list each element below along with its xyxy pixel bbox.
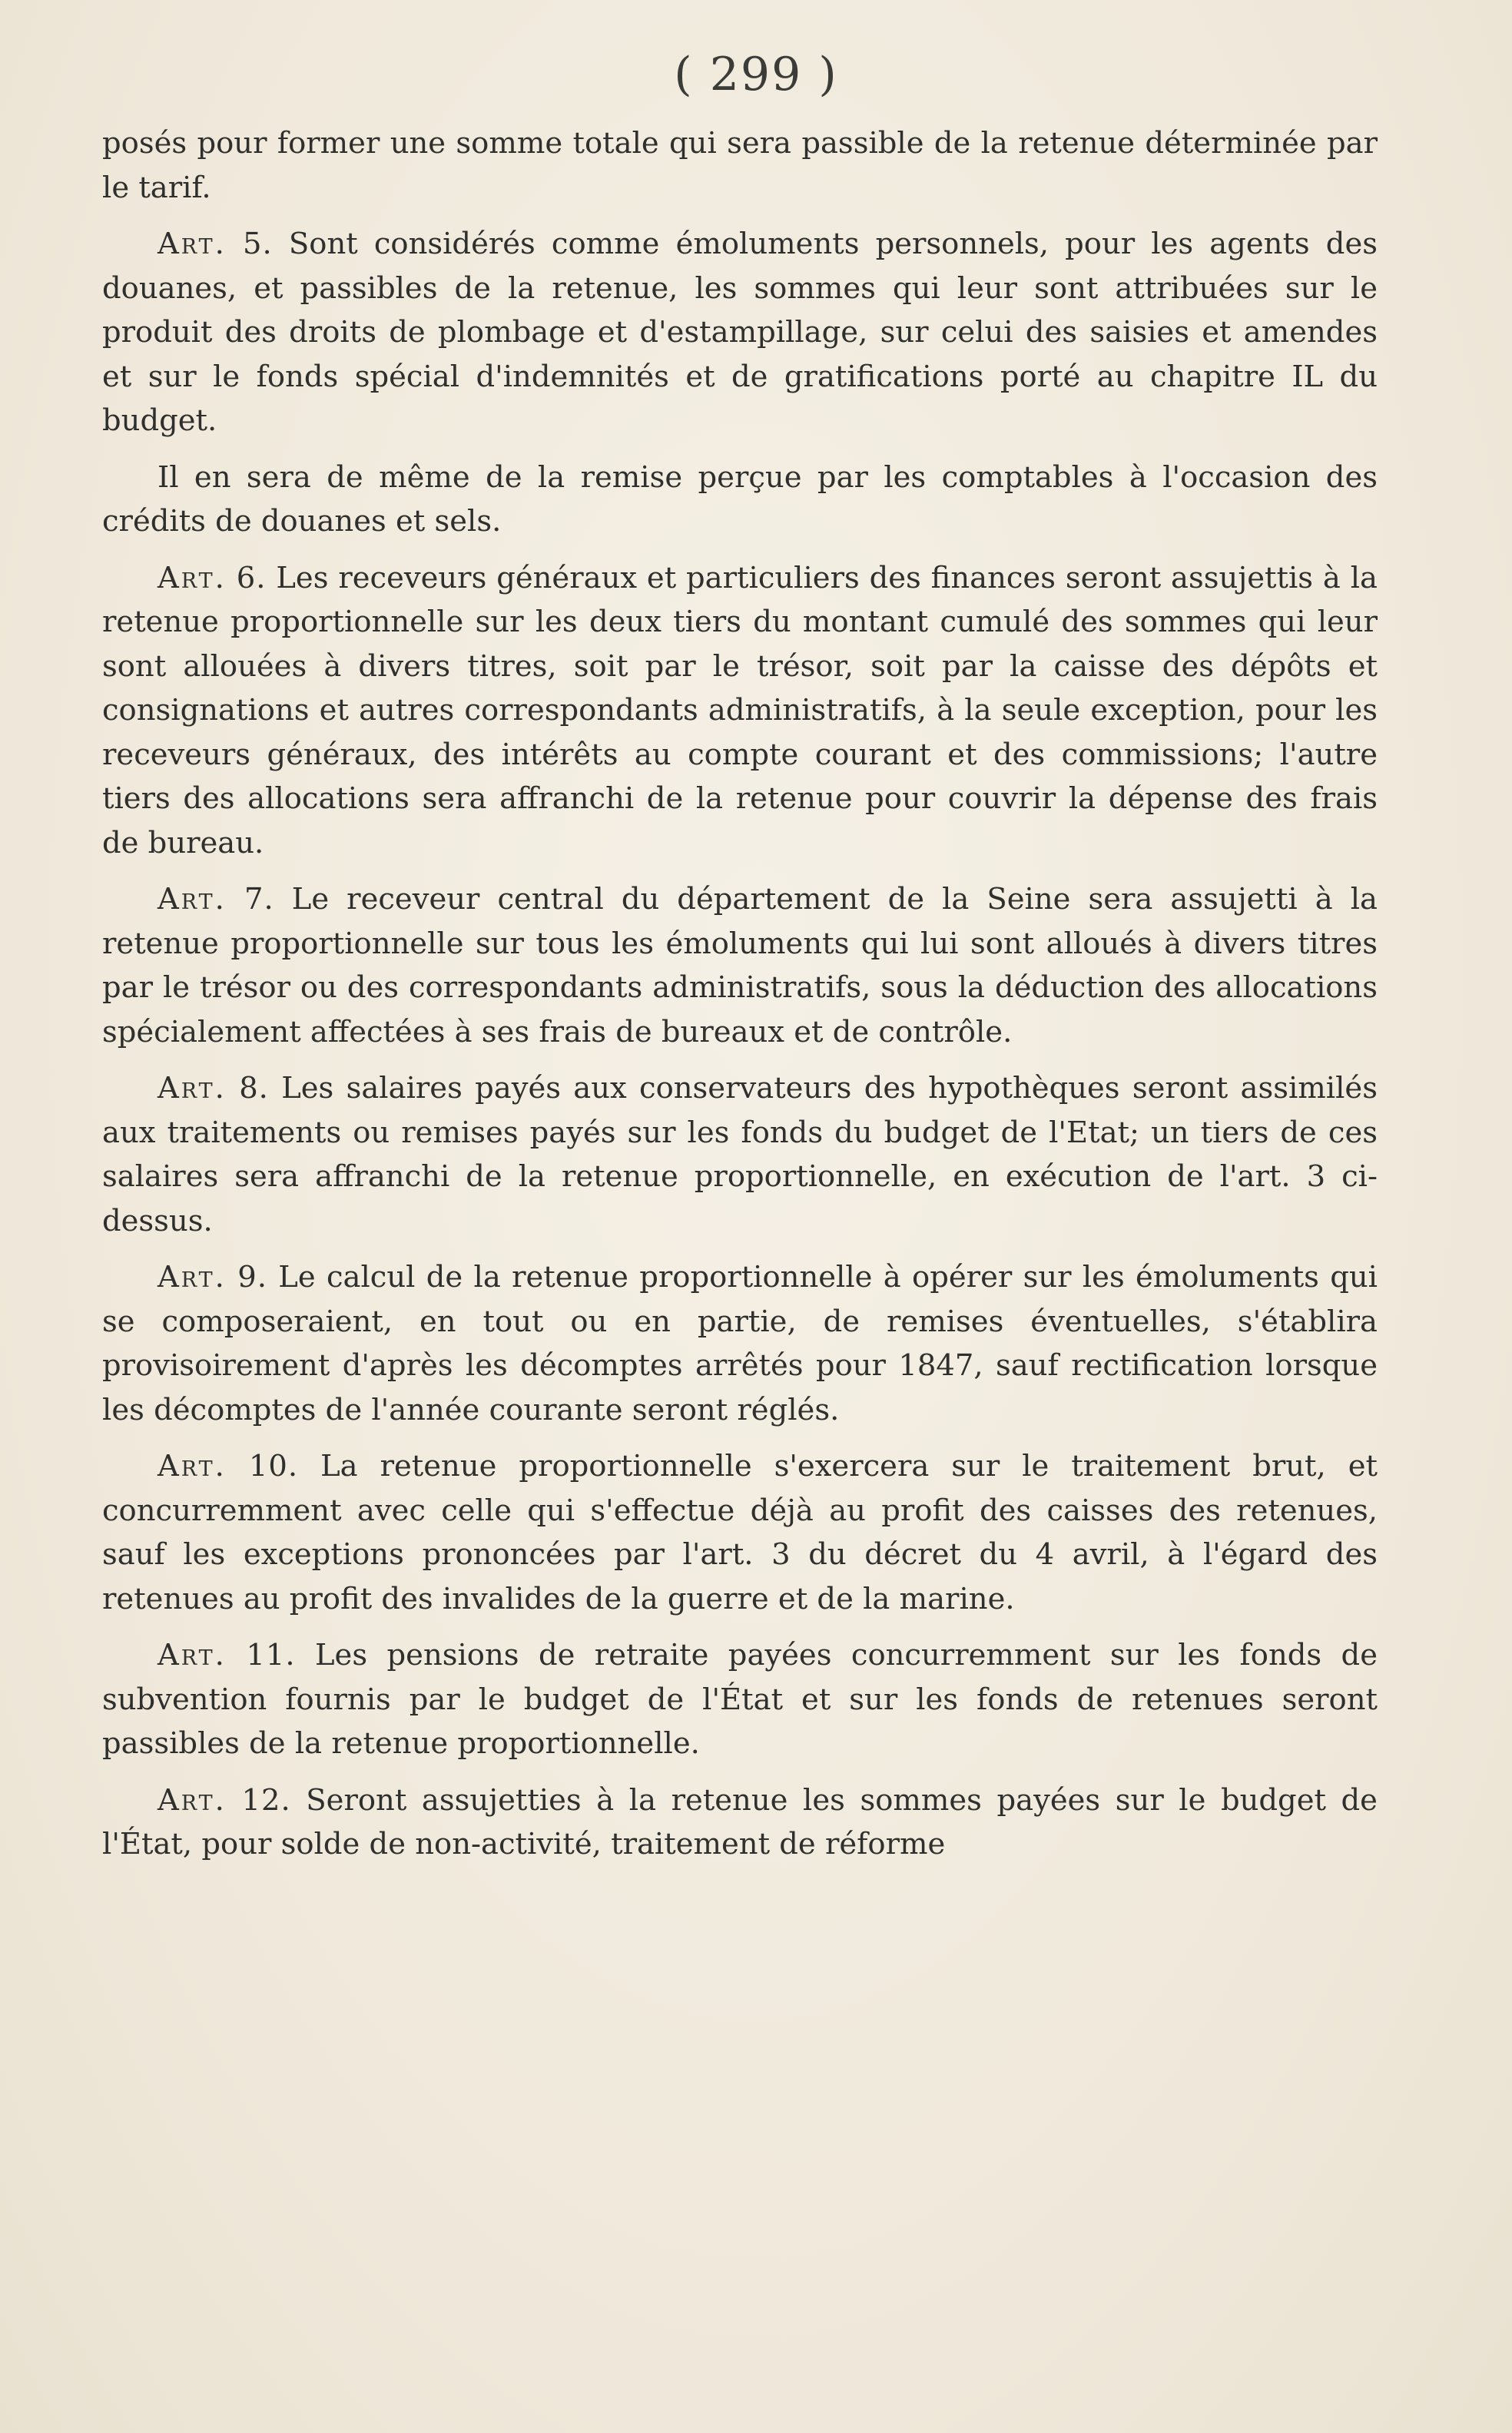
- article-text: Le calcul de la retenue proportionnelle à opérer sur les émoluments qui se composeraient, en tout ou en partie, de remises éventuelles, s'établira provisoirement d'après les décomptes arrêtés pour 1847, sauf rectification lorsque les décomptes de l'année courante seront réglés.: [102, 1260, 1378, 1427]
- article-number: 6.: [236, 560, 267, 595]
- article-label: Art.: [158, 560, 227, 595]
- paragraph-text: Il en sera de même de la remise perçue par les comptables à l'occasion des crédits de douanes et sels.: [102, 459, 1378, 539]
- article-text: Les salaires payés aux conservateurs des hypothèques seront assimilés aux traitements ou remises payés sur les fonds du budget de l'Etat; un tiers de ces salaires sera affranchi de la retenue proportionnelle, en exécution de l'art. 3 ci-dessus.: [102, 1071, 1378, 1238]
- page-body: [102, 121, 1378, 1879]
- article-11: [102, 1633, 1378, 1766]
- article-8: [102, 1066, 1378, 1243]
- article-label: Art.: [158, 1449, 227, 1483]
- paragraph-text: posés pour former une somme totale qui sera passible de la retenue déterminée par le tarif.: [102, 126, 1378, 205]
- article-text: Les pensions de retraite payées concurremment sur les fonds de subvention fournis par le budget de l'État et sur les fonds de retenues seront passibles de la retenue proportionnelle.: [102, 1638, 1378, 1761]
- article-number: 7.: [244, 882, 274, 917]
- article-text: Sont considérés comme émoluments personnels, pour les agents des douanes, et passibles de la retenue, les sommes qui leur sont attribuées sur le produit des droits de plombage et d'estampillage, sur celui des saisies et amendes et sur le fonds spécial d'indemnités et de gratifications porté au chapitre IL du budget.: [102, 227, 1378, 438]
- article-number: 10.: [248, 1449, 299, 1483]
- article-text: Seront assujetties à la retenue les sommes payées sur le budget de l'État, pour solde de non-activité, traitement de réforme: [102, 1782, 1378, 1861]
- page-number: ( 299 ): [674, 48, 838, 101]
- article-number: 12.: [241, 1782, 291, 1818]
- article-10: [102, 1444, 1378, 1621]
- article-7: [102, 877, 1378, 1054]
- article-label: Art.: [158, 1638, 227, 1672]
- article-text: Le receveur central du département de la Seine sera assujetti à la retenue proportionnelle sur tous les émoluments qui lui sont alloués à divers titres par le trésor ou des correspondants administratifs, sous la déduction des allocations spécialement affectées à ses frais de bureaux et de contrôle.: [102, 882, 1378, 1049]
- article-label: Art.: [158, 1260, 227, 1294]
- paragraph-remise: [102, 456, 1378, 544]
- article-label: Art.: [158, 1782, 227, 1818]
- article-5: [102, 222, 1378, 443]
- article-label: Art.: [158, 227, 227, 261]
- article-label: Art.: [158, 1071, 227, 1105]
- paragraph-continuation: [102, 121, 1378, 210]
- article-text: La retenue proportionnelle s'exercera sur le traitement brut, et concurremment avec celle qui s'effectue déjà au profit des caisses des retenues, sauf les exceptions prononcées par l'art. 3 du décret du 4 avril, à l'égard des retenues au profit des invalides de la guerre et de la marine.: [102, 1449, 1378, 1616]
- article-12: [102, 1778, 1378, 1867]
- article-label: Art.: [158, 882, 227, 917]
- article-number: 11.: [246, 1638, 296, 1672]
- article-number: 5.: [243, 227, 273, 261]
- article-text: Les receveurs généraux et particuliers des finances seront assujettis à la retenue proportionnelle sur les deux tiers du montant cumulé des sommes qui leur sont allouées à divers titres, soit par le trésor, soit par la caisse des dépôts et consignations et autres correspondants administratifs, à la seule exception, pour les receveurs généraux, des intérêts au compte courant et des commissions; l'autre tiers des allocations sera affranchi de la retenue pour couvrir la dépense des frais de bureau.: [102, 560, 1378, 860]
- article-6: [102, 556, 1378, 866]
- article-9: [102, 1255, 1378, 1432]
- article-number: 9.: [237, 1260, 267, 1294]
- article-number: 8.: [239, 1071, 269, 1105]
